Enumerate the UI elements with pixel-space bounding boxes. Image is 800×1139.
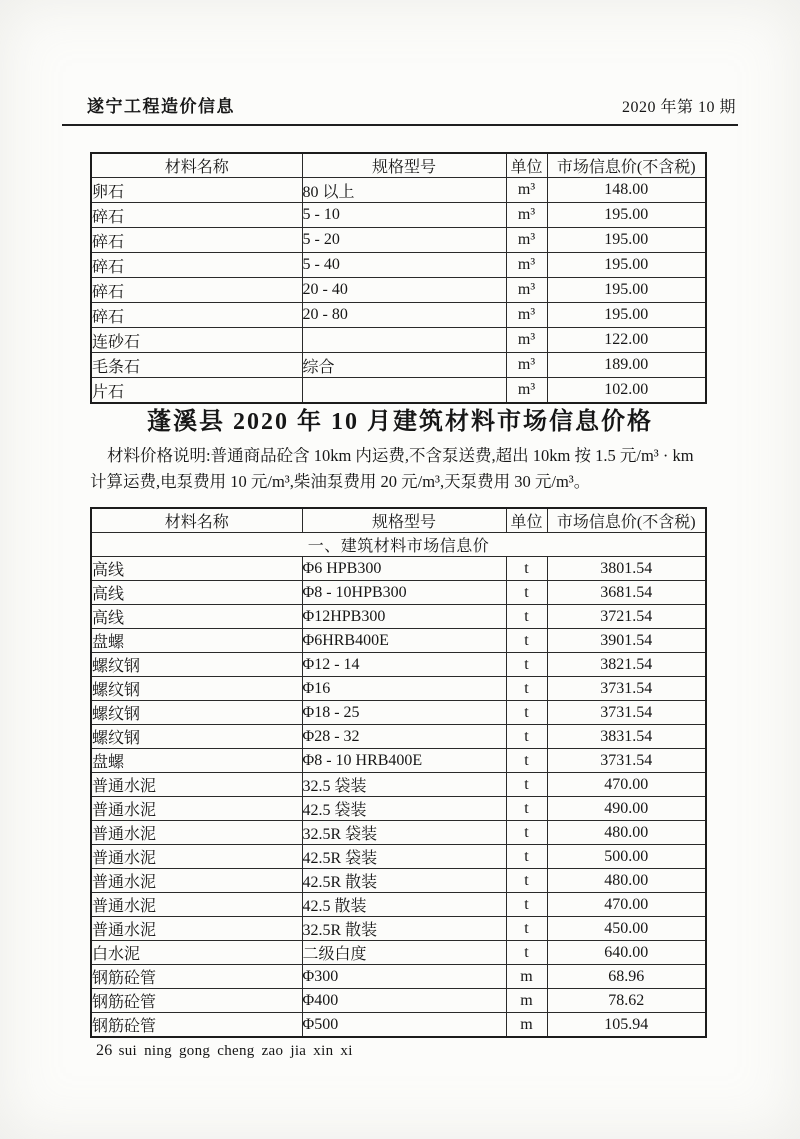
table-cell: 195.00 [547,303,706,328]
table-row [91,965,706,989]
table-cell: t [506,749,547,773]
table-cell: 螺纹钢 [91,701,302,725]
column-header-spec: 规格型号 [302,508,506,533]
table-cell: Φ12HPB300 [302,605,506,629]
table-row [91,701,706,725]
table-row [91,677,706,701]
table-row [91,303,706,328]
table-cell: m³ [506,203,547,228]
page-footer [96,1042,353,1060]
table-cell: 68.96 [547,965,706,989]
table-cell: t [506,557,547,581]
table-cell: 3821.54 [547,653,706,677]
column-header-unit: 单位 [506,508,547,533]
table-row [91,893,706,917]
table-cell: 189.00 [547,353,706,378]
table-cell: m³ [506,278,547,303]
table-cell: 490.00 [547,797,706,821]
table-cell: 122.00 [547,328,706,353]
table-cell: 综合 [302,353,506,378]
column-header-unit: 单位 [506,153,547,178]
table-cell: t [506,605,547,629]
table-cell: 32.5R 袋装 [302,821,506,845]
table-cell: m [506,1013,547,1038]
price-explanation-note [90,443,750,495]
table-cell: t [506,629,547,653]
table-cell: t [506,941,547,965]
table-row [91,797,706,821]
table-cell: 螺纹钢 [91,725,302,749]
table-cell: 148.00 [547,178,706,203]
table-header-row [91,153,706,178]
table-cell: Φ12 - 14 [302,653,506,677]
table-cell: 普通水泥 [91,869,302,893]
table-cell: 42.5R 散装 [302,869,506,893]
table-cell: t [506,893,547,917]
table-cell: 500.00 [547,845,706,869]
table-row [91,605,706,629]
table-cell: m³ [506,378,547,404]
table-cell: t [506,677,547,701]
column-header-material: 材料名称 [91,153,302,178]
table-cell: 5 - 40 [302,253,506,278]
table-row [91,353,706,378]
table-cell: 碎石 [91,278,302,303]
table-cell: Φ28 - 32 [302,725,506,749]
table-cell: Φ500 [302,1013,506,1038]
table-cell: 高线 [91,581,302,605]
column-header-price: 市场信息价(不含税) [547,508,706,533]
table-cell: t [506,653,547,677]
table-cell: 195.00 [547,203,706,228]
table-cell: 32.5 袋装 [302,773,506,797]
table-cell: t [506,821,547,845]
table-body [91,178,706,404]
table-cell: 普通水泥 [91,821,302,845]
table-cell: 高线 [91,557,302,581]
table-cell: Φ400 [302,989,506,1013]
issue-label: 2020 年第 10 期 [621,99,736,116]
table-cell: 普通水泥 [91,773,302,797]
table-row [91,845,706,869]
table-cell: 碎石 [91,228,302,253]
table-row [91,378,706,404]
table-cell: t [506,869,547,893]
table-cell: 钢筋砼管 [91,1013,302,1038]
table-row [91,1013,706,1038]
table-cell: t [506,581,547,605]
table-row [91,278,706,303]
table-cell: 5 - 20 [302,228,506,253]
table-cell: t [506,725,547,749]
table-cell: 42.5 袋装 [302,797,506,821]
table-cell: m [506,989,547,1013]
table-row [91,629,706,653]
table-cell: 卵石 [91,178,302,203]
table-row [91,917,706,941]
table-cell: Φ6 HPB300 [302,557,506,581]
stone-material-price-table [90,152,707,404]
table-cell: m³ [506,328,547,353]
table-header-row [91,508,706,557]
table-row [91,228,706,253]
table-cell: m [506,965,547,989]
table-cell: 195.00 [547,253,706,278]
table-row [91,941,706,965]
table-cell: 连砂石 [91,328,302,353]
table-cell: 3721.54 [547,605,706,629]
table-cell: 3801.54 [547,557,706,581]
table-body [91,557,706,1038]
table-cell: 普通水泥 [91,797,302,821]
table-cell: Φ8 - 10HPB300 [302,581,506,605]
table-cell: 32.5R 散装 [302,917,506,941]
table-cell: 20 - 80 [302,303,506,328]
table-cell: 42.5R 袋装 [302,845,506,869]
building-material-price-table [90,507,707,1038]
table-cell: 二级白度 [302,941,506,965]
table-cell: 470.00 [547,893,706,917]
table-cell: 480.00 [547,869,706,893]
table-cell: t [506,773,547,797]
table-row [91,557,706,581]
table-cell: m³ [506,228,547,253]
table-cell: 42.5 散装 [302,893,506,917]
table-cell: 480.00 [547,821,706,845]
table-cell: 5 - 10 [302,203,506,228]
table-row [91,869,706,893]
table-cell: 螺纹钢 [91,653,302,677]
table-cell: 80 以上 [302,178,506,203]
table-cell: t [506,845,547,869]
table-cell: 碎石 [91,303,302,328]
table-cell: 20 - 40 [302,278,506,303]
table-row [91,725,706,749]
table-cell: 片石 [91,378,302,404]
table-cell: 640.00 [547,941,706,965]
table-cell: 3731.54 [547,701,706,725]
table-cell: 白水泥 [91,941,302,965]
page-header [62,92,738,126]
table-cell: 毛条石 [91,353,302,378]
column-header-price: 市场信息价(不含税) [547,153,706,178]
table-cell: Φ6HRB400E [302,629,506,653]
table-cell [302,378,506,404]
table-cell: t [506,917,547,941]
table-cell: 102.00 [547,378,706,404]
table-cell: 3731.54 [547,749,706,773]
note-line-2: 计算运费,电泵费用 10 元/m³,柴油泵费用 20 元/m³,天泵费用 30 元/m³。 [90,472,591,491]
table-cell: 3731.54 [547,677,706,701]
table-row [91,253,706,278]
table-cell: 钢筋砼管 [91,965,302,989]
table-cell: 碎石 [91,203,302,228]
table-cell: 450.00 [547,917,706,941]
note-line-1: 材料价格说明:普通商品砼含 10km 内运费,不含泵送费,超出 10km 按 1.5 元/m³ · km [107,446,694,465]
table-cell: 盘螺 [91,749,302,773]
footer-pinyin: sui ning gong cheng zao jia xin xi [118,1043,353,1059]
table-cell: 3831.54 [547,725,706,749]
table-row [91,581,706,605]
table-cell: 螺纹钢 [91,677,302,701]
table-cell: 105.94 [547,1013,706,1038]
table-cell: 195.00 [547,278,706,303]
table-row [91,749,706,773]
table-row [91,178,706,203]
table-row [91,653,706,677]
table-cell: 3901.54 [547,629,706,653]
table-cell: 盘螺 [91,629,302,653]
table-cell [302,328,506,353]
table-row [91,821,706,845]
table-cell: Φ18 - 25 [302,701,506,725]
document-title: 蓬溪县 2020 年 10 月建筑材料市场信息价格 [147,409,653,435]
table-cell: 碎石 [91,253,302,278]
table-cell: 钢筋砼管 [91,989,302,1013]
table-cell: m³ [506,303,547,328]
table-cell: Φ300 [302,965,506,989]
table-cell: m³ [506,353,547,378]
table-cell: Φ8 - 10 HRB400E [302,749,506,773]
table-cell: 78.62 [547,989,706,1013]
table-cell: t [506,701,547,725]
table-row [91,773,706,797]
table-cell: 普通水泥 [91,917,302,941]
column-header-material: 材料名称 [91,508,302,533]
table-cell: m³ [506,253,547,278]
table-cell: 195.00 [547,228,706,253]
table-cell: 470.00 [547,773,706,797]
table-cell: Φ16 [302,677,506,701]
column-header-spec: 规格型号 [302,153,506,178]
table-row [91,328,706,353]
table-cell: 3681.54 [547,581,706,605]
table-section-row: 一、建筑材料市场信息价 [91,533,706,557]
table-row [91,203,706,228]
journal-title: 遂宁工程造价信息 [87,97,235,116]
table-cell: 高线 [91,605,302,629]
table-cell: t [506,797,547,821]
table-cell: m³ [506,178,547,203]
table-cell: 普通水泥 [91,893,302,917]
page-number: 26 [96,1042,113,1059]
table-row [91,989,706,1013]
table-cell: 普通水泥 [91,845,302,869]
